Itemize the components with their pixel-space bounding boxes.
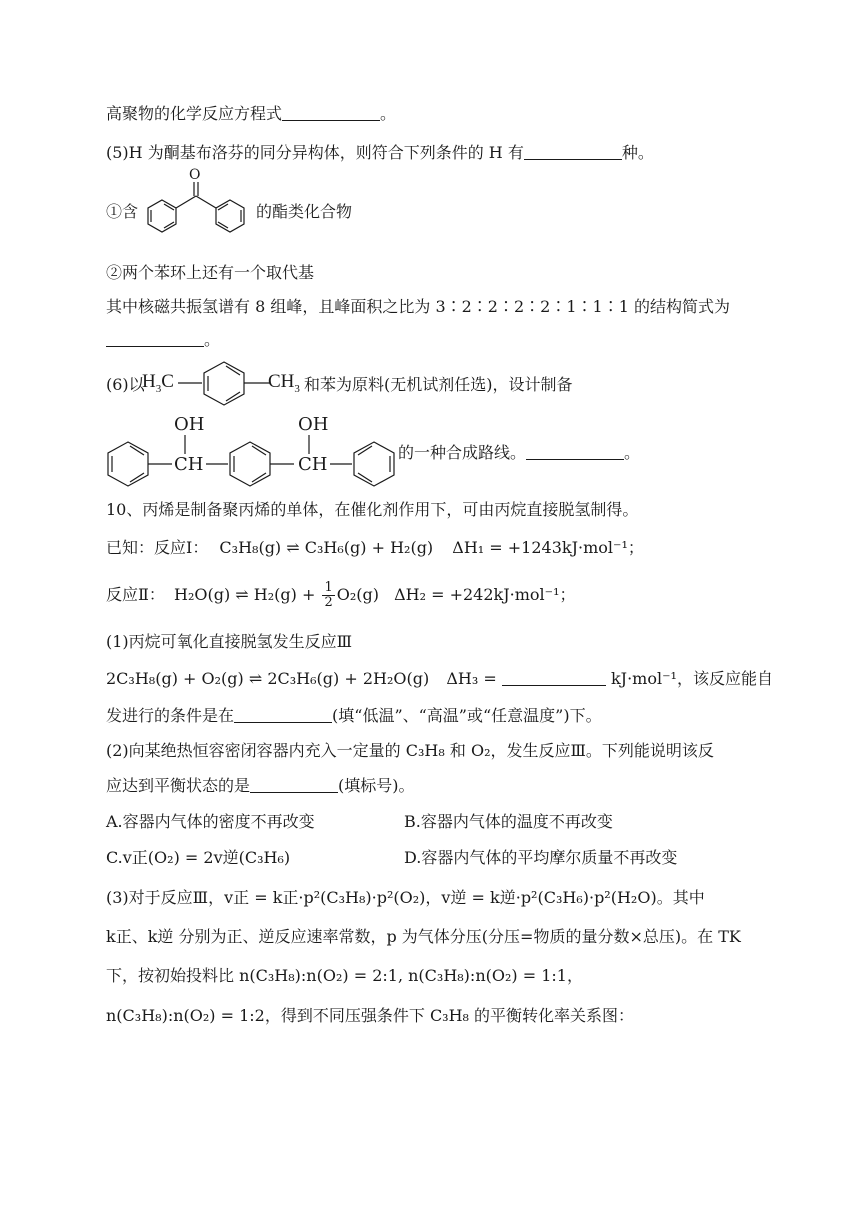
part-2-line2-b: (填标号)。 <box>338 776 415 795</box>
part-3-line-2: k正、k逆 分别为正、逆反应速率常数，p 为气体分压(分压=物质的量分数×总压)。在 TK <box>106 927 741 946</box>
q5-cond1-suffix: 的酯类化合物 <box>256 202 353 221</box>
option-c[interactable]: C.v正(O₂) = 2v逆(C₃H₆) <box>106 848 291 867</box>
reaction-2-end: ； <box>559 585 576 604</box>
reaction-2-right: O₂(g) <box>336 585 379 604</box>
part-1-line2-b: (填“低温”、“高温”或“任意温度”)下。 <box>332 706 602 725</box>
answer-blank[interactable] <box>106 330 204 347</box>
answer-blank[interactable] <box>234 706 332 723</box>
q10-title: 10、丙烯是制备聚丙烯的单体，在催化剂作用下，可由丙烷直接脱氢制得。 <box>106 500 639 519</box>
q5-intro-line <box>106 143 654 163</box>
option-b[interactable]: B.容器内气体的温度不再改变 <box>404 812 613 831</box>
reaction-1-equation: C₃H₈(g) ⇌ C₃H₆(g) + H₂(g) <box>219 538 434 557</box>
q6-target-suffix: 的一种合成路线。 <box>398 443 527 462</box>
known-prefix: 已知：反应Ⅰ： <box>106 538 209 557</box>
part-2-line-1: (2)向某绝热恒容密闭容器内充入一定量的 C₃H₈ 和 O₂，发生反应Ⅲ。下列能说明该反 <box>106 741 714 760</box>
q6-suffix: 和苯为原料(无机试剂任选)，设计制备 <box>304 375 573 394</box>
part-1-line2-a: 发进行的条件是在 <box>106 706 235 725</box>
q5-intro: (5)H 为酮基布洛芬的同分异构体，则符合下列条件的 H 有 <box>106 143 524 162</box>
answer-blank[interactable] <box>524 143 622 160</box>
oh-label-1: OH <box>174 414 205 435</box>
option-d[interactable]: D.容器内气体的平均摩尔质量不再改变 <box>404 848 678 867</box>
reaction-1-line <box>106 538 644 558</box>
q5-nmr-end: 。 <box>204 330 221 349</box>
part-3-line-1: (3)对于反应Ⅲ，v正 = k正·p²(C₃H₈)·p²(O₂)，v逆 = k逆·p²(C₃H₆)·p²(H₂O)。其中 <box>106 888 705 907</box>
carbonyl-oxygen-label: O <box>189 167 201 183</box>
answer-blank[interactable] <box>502 669 606 686</box>
part-2-line-2 <box>106 776 415 796</box>
part-2-line2-a: 应达到平衡状态的是 <box>106 776 251 795</box>
benzophenone-structure <box>138 166 254 246</box>
q4-tail-line <box>106 104 396 124</box>
target-molecule-structure <box>104 412 400 490</box>
reaction-3-after: ，该反应能自 <box>676 669 773 688</box>
ch3-group: $CH_3$ <box>268 371 300 395</box>
reaction-3-line <box>106 669 773 689</box>
answer-blank[interactable] <box>526 443 624 460</box>
part-1-line-2 <box>106 706 602 726</box>
q5-nmr: 其中核磁共振氢谱有 8 组峰，且峰面积之比为 3∶2∶2∶2∶2∶1∶1∶1 的结构简式为 <box>106 297 730 316</box>
q4-tail-text: 高聚物的化学反应方程式 <box>106 104 283 123</box>
reaction-1-end: ； <box>627 538 644 557</box>
half-fraction: $\frac{1}{2}$ <box>324 580 333 610</box>
reaction-2-left: H₂O(g) ⇌ H₂(g) + <box>173 585 316 604</box>
reaction-3-equation: 2C₃H₈(g) + O₂(g) ⇌ 2C₃H₆(g) + 2H₂O(g) <box>106 669 430 688</box>
reaction-2-line <box>106 581 576 610</box>
q5-nmr-answer-line <box>106 330 220 350</box>
part-1-title: (1)丙烷可氧化直接脱氢发生反应Ⅲ <box>106 632 353 651</box>
p-xylene-ring <box>178 356 270 412</box>
q6-target-end: 。 <box>624 443 641 462</box>
q5-cond2: ②两个苯环上还有一个取代基 <box>106 263 315 282</box>
part-3-line-3: 下，按初始投料比 n(C₃H₈):n(O₂) = 2:1, n(C₃H₈):n(O₂) = 1:1， <box>106 966 583 985</box>
q5-intro-end: 种。 <box>621 143 654 162</box>
q6-target-line <box>398 443 640 463</box>
reaction-3-unit: kJ·mol⁻¹ <box>610 669 677 688</box>
answer-blank[interactable] <box>250 776 338 793</box>
q6-prefix: (6)以 <box>106 375 145 394</box>
ch-label-1: CH <box>174 454 204 475</box>
reaction-2-enthalpy: ΔH₂ = +242kJ·mol⁻¹ <box>394 585 560 604</box>
reaction-3-enthalpy: ΔH₃ = <box>446 669 497 688</box>
reaction-1-enthalpy: ΔH₁ = +1243kJ·mol⁻¹ <box>452 538 628 557</box>
reaction-2-prefix: 反应Ⅱ： <box>106 585 165 604</box>
part-3-line-4: n(C₃H₈):n(O₂) = 1:2，得到不同压强条件下 C₃H₈ 的平衡转化率关系图： <box>106 1006 635 1025</box>
oh-label-2: OH <box>298 414 329 435</box>
q4-tail-end: 。 <box>380 104 397 123</box>
ch-label-2: CH <box>298 454 328 475</box>
answer-blank[interactable] <box>282 104 380 121</box>
q5-cond1-prefix: ①含 <box>106 202 139 221</box>
h3c-group: $H_3C$ <box>142 371 174 395</box>
option-a[interactable]: A.容器内气体的密度不再改变 <box>106 812 315 831</box>
